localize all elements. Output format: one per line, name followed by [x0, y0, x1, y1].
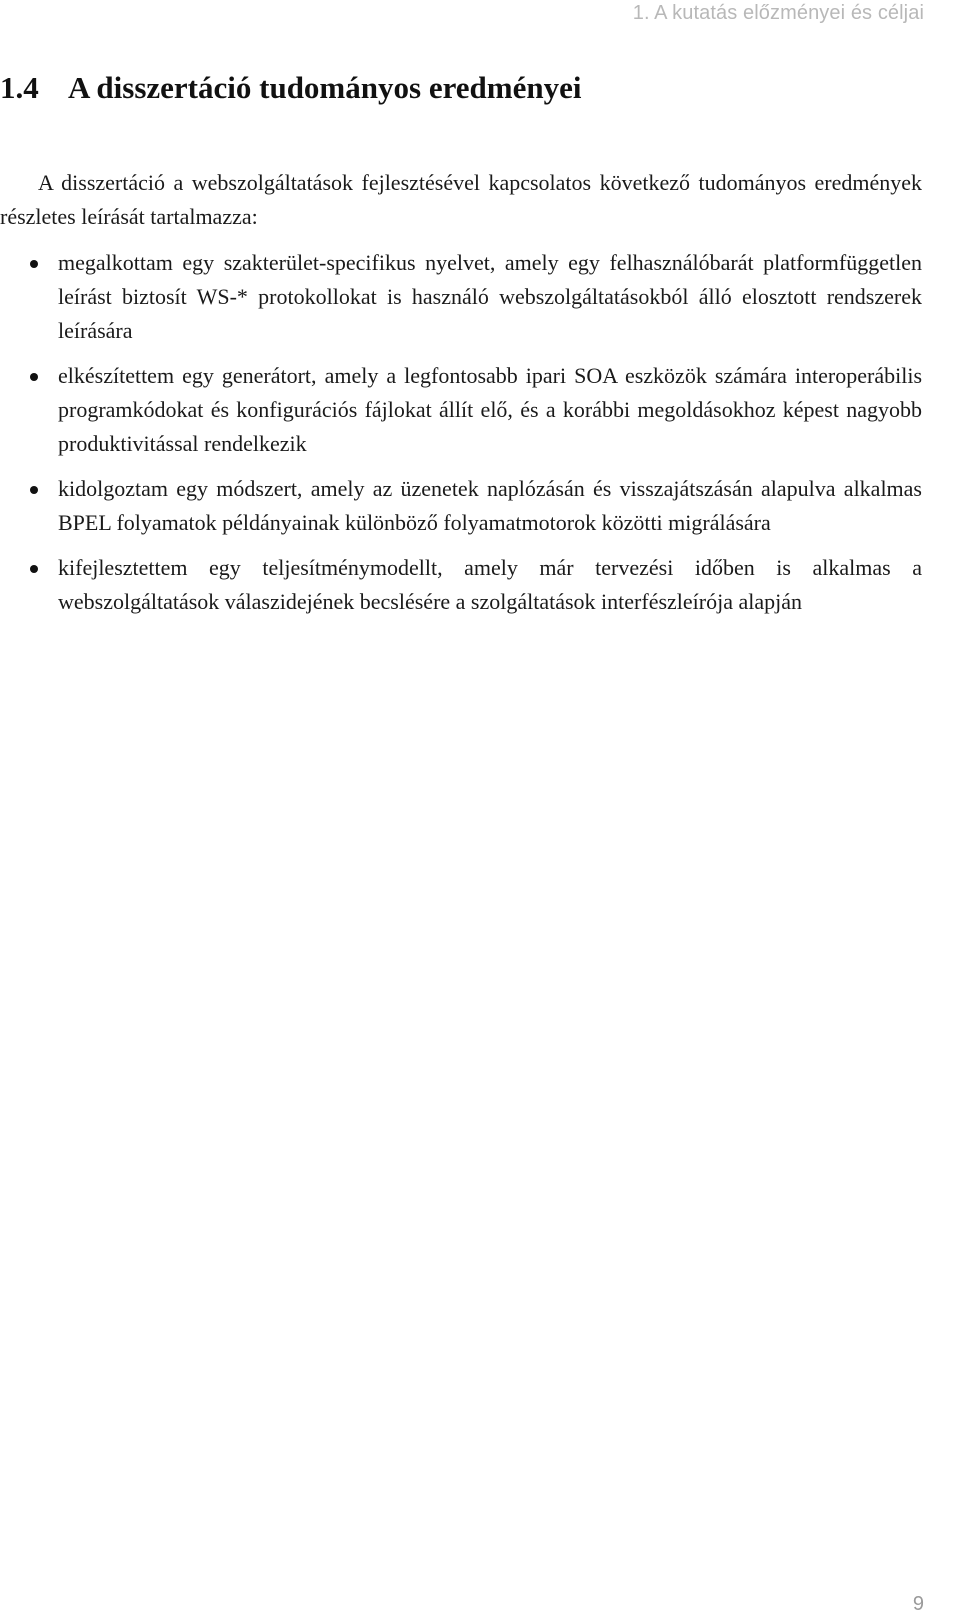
intro-paragraph: A disszertáció a webszolgáltatások fejlesztésével kapcsolatos következő tudományos eredmények részletes leírását tartalmazza: — [0, 170, 922, 229]
contribution-text: elkészítettem egy generátort, amely a legfontosabb ipari SOA eszközök számára interoperábilis programkódokat és konfigurációs fájlokat állít elő, és a korábbi megoldásokhoz képest nagyobb produktivitással rendelkezik — [58, 363, 922, 456]
section-heading — [0, 70, 581, 106]
bullet-icon — [30, 486, 38, 494]
contributions-list — [0, 246, 922, 619]
bullet-icon — [30, 373, 38, 381]
section-title: A disszertáció tudományos eredményei — [68, 70, 582, 105]
list-item — [0, 359, 922, 461]
section-body — [0, 166, 922, 630]
bullet-icon — [30, 260, 38, 268]
page-number: 9 — [912, 1593, 924, 1615]
bullet-icon — [30, 565, 38, 573]
running-header: 1. A kutatás előzményei és céljai — [632, 2, 924, 24]
list-item — [0, 551, 922, 619]
list-item — [0, 472, 922, 540]
list-item — [0, 246, 922, 348]
contribution-text: kifejlesztettem egy teljesítménymodellt, amely már tervezési időben is alkalmas a webszolgáltatások válaszidejének becslésére a szolgáltatások interfészleírója alapján — [58, 555, 922, 614]
contribution-text: megalkottam egy szakterület-specifikus nyelvet, amely egy felhasználóbarát platformfüggetlen leírást biztosít WS-* protokollokat is használó webszolgáltatásokból álló elosztott rendszerek leírására — [58, 250, 922, 343]
contribution-text: kidolgoztam egy módszert, amely az üzenetek naplózásán és visszajátszásán alapulva alkalmas BPEL folyamatok példányainak különböző folyamatmotorok közötti migrálására — [58, 476, 922, 535]
section-number: 1.4 — [0, 70, 39, 105]
